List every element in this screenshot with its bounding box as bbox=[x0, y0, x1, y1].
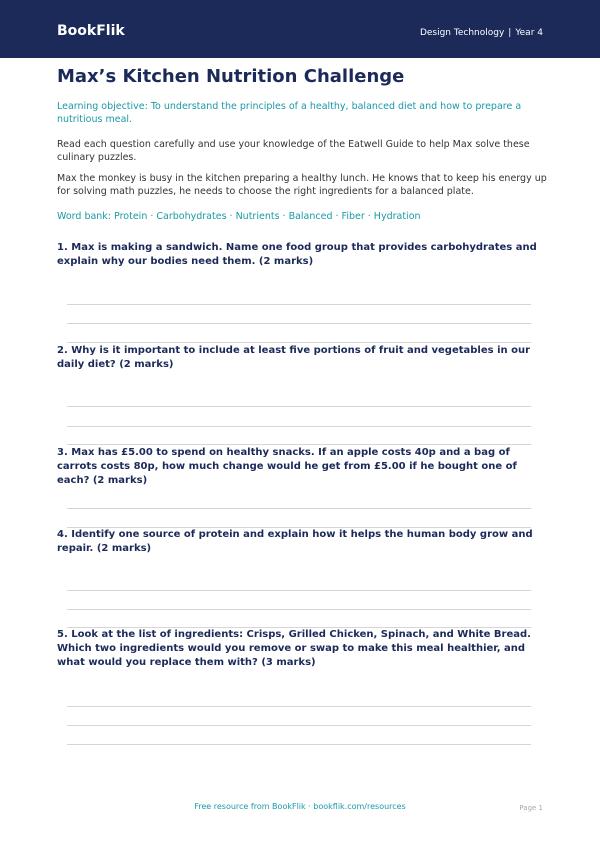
question-3: 3. Max has £5.00 to spend on healthy snacks. If an apple costs 40p and a bag of carrots costs 80p, how much change would he get from £5.00 if he bought one of each? (2 marks) bbox=[57, 447, 517, 486]
answer-line[interactable] bbox=[67, 426, 531, 427]
question-5: 5. Look at the list of ingredients: Crisps, Grilled Chicken, Spinach, and White Bread. Which two ingredients would you remove or swap to make this meal healthier, and what would you replace them with? (3 marks) bbox=[57, 629, 531, 668]
header-separator: | bbox=[508, 28, 512, 38]
year-label: Year 4 bbox=[515, 28, 543, 38]
header-subject-year bbox=[420, 27, 543, 39]
question-1: 1. Max is making a sandwich. Name one food group that provides carbohydrates and explain why our bodies need them. (2 marks) bbox=[57, 242, 537, 267]
worksheet-title: Max’s Kitchen Nutrition Challenge bbox=[57, 66, 405, 87]
question-4: 4. Identify one source of protein and explain how it helps the human body grow and repair. (2 marks) bbox=[57, 529, 533, 554]
brand-logo-text: BookFlik bbox=[57, 23, 125, 39]
answer-line[interactable] bbox=[67, 725, 531, 726]
learning-objective: Learning objective: To understand the principles of a healthy, balanced diet and how to prepare a nutritious meal. bbox=[57, 101, 522, 125]
story-paragraph: Max the monkey is busy in the kitchen preparing a healthy lunch. He knows that to keep his energy up for solving math puzzles, he needs to choose the right ingredients for a balanced plate. bbox=[57, 173, 547, 197]
answer-line[interactable] bbox=[67, 508, 531, 509]
answer-line[interactable] bbox=[67, 744, 531, 745]
answer-line[interactable] bbox=[67, 609, 531, 610]
word-bank: Word bank: Protein · Carbohydrates · Nutrients · Balanced · Fiber · Hydration bbox=[57, 211, 421, 222]
answer-line[interactable] bbox=[67, 323, 531, 324]
answer-line[interactable] bbox=[67, 342, 531, 343]
question-2: 2. Why is it important to include at least five portions of fruit and vegetables in our daily diet? (2 marks) bbox=[57, 345, 531, 370]
subject-label: Design Technology bbox=[419, 28, 505, 38]
answer-line[interactable] bbox=[67, 406, 531, 407]
footer-credit-link[interactable]: Free resource from BookFlik · bookflik.com/resources bbox=[194, 802, 406, 811]
page-number: Page 1 bbox=[519, 804, 543, 812]
answer-line[interactable] bbox=[67, 706, 531, 707]
answer-line[interactable] bbox=[67, 444, 531, 445]
instructions-paragraph: Read each question carefully and use your knowledge of the Eatwell Guide to help Max solve these culinary puzzles. bbox=[57, 139, 530, 163]
answer-line[interactable] bbox=[67, 304, 531, 305]
header-bar bbox=[0, 0, 600, 58]
answer-line[interactable] bbox=[67, 590, 531, 591]
